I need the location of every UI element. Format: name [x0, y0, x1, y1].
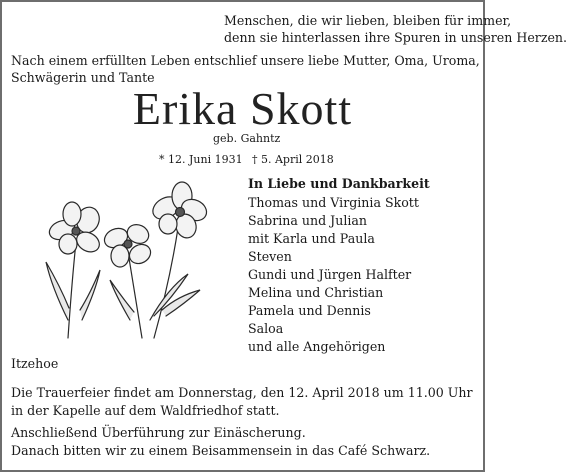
birth-name: geb. Gahntz — [213, 132, 281, 145]
mourner-name: Pamela und Dennis — [248, 303, 371, 318]
mourner-name: Saloa — [248, 321, 284, 336]
mourner-name: Sabrina und Julian — [248, 213, 367, 228]
service-line-1: Die Trauerfeier findet am Donnerstag, den 12. April 2018 um 11.00 Uhr — [11, 385, 473, 400]
intro-line-1: Nach einem erfüllten Leben entschlief unsere liebe Mutter, Oma, Uroma, — [11, 53, 480, 68]
deceased-name: Erika Skott — [132, 83, 353, 134]
mourner-name: Steven — [248, 249, 292, 264]
death-date: † 5. April 2018 — [252, 153, 334, 166]
place: Itzehoe — [11, 356, 59, 371]
birth-date: * 12. Juni 1931 — [159, 153, 243, 166]
mourner-name: Gundi und Jürgen Halfter — [248, 267, 412, 282]
flowers-illustration — [38, 170, 218, 350]
mourner-name: Thomas und Virginia Skott — [248, 195, 419, 210]
motto-line-1: Menschen, die wir lieben, bleiben für immer, — [224, 13, 512, 28]
mourners-heading: In Liebe und Dankbarkeit — [248, 176, 430, 191]
service-line-4: Danach bitten wir zu einem Beisammensein in das Café Schwarz. — [11, 443, 431, 458]
mourner-name: Melina und Christian — [248, 285, 384, 300]
mourner-name: mit Karla und Paula — [248, 231, 375, 246]
service-line-2: in der Kapelle auf dem Waldfriedhof statt. — [11, 403, 280, 418]
motto-line-2: denn sie hinterlassen ihre Spuren in unseren Herzen. — [224, 30, 567, 45]
service-line-3: Anschließend Überführung zur Einäscherung. — [11, 425, 306, 440]
intro-line-2: Schwägerin und Tante — [11, 70, 155, 85]
mourner-name: und alle Angehörigen — [248, 339, 386, 354]
